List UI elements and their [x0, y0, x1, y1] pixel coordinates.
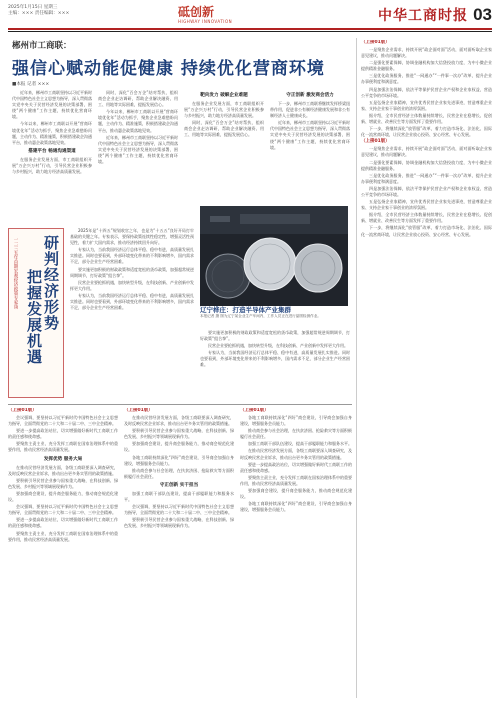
feature-paragraph: 专家认为，当前我国经济运行总体平稳、稳中有进，高质量发展扎实推进。同时也要看到，外部环境变化带来的不利影响增多，国内需求不足，部分企业生产经营困难。 — [70, 247, 194, 265]
bottom-column-3 — [240, 408, 352, 700]
editor-text: 主编：××× 责任编辑：××× — [8, 11, 70, 16]
lead-subhead: 搭建平台 畅通沟通渠道 — [28, 148, 76, 154]
masthead — [0, 0, 500, 36]
bottom-paragraph: 要进一步提高政治站位，切实增强做好新时代工商联工作的责任感和使命感。 — [240, 461, 352, 473]
bottom-paragraph: 要聚焦主责主业，充分发挥工商联在国家治理体系中的重要作用，推动民营经济高质量发展。 — [240, 474, 352, 486]
photo-caption: 辽宁桦庄：打造半导体产业集群 — [200, 306, 291, 314]
lead-subhead: 靶向发力 破解企业难题 — [200, 93, 248, 98]
lead-paragraph: 近年来，郴州市工商联坚持以习近平新时代中国特色社会主义思想为指导，深入贯彻落实党中央关于民营经济发展的决策部署，围绕“两个健康”工作主题，持续优化营商环境。 — [270, 120, 350, 150]
lead-column-3 — [184, 90, 264, 202]
right-paragraph: 二是强化要素保障，协调金融机构加大信贷投放力度，为中小微企业提供精准金融服务。 — [361, 60, 492, 72]
section-label: 砥创新 — [178, 5, 215, 19]
continued-tag: （上接01版） — [124, 408, 153, 413]
continued-tag: （上接01版） — [361, 139, 390, 145]
bottom-subhead: 守正创新 实干担当 — [159, 482, 199, 488]
bottom-subhead: 发挥优势 服务大局 — [43, 456, 83, 462]
feature-body-right — [200, 330, 350, 402]
lead-byline: ■本报 记者 ××× — [12, 82, 50, 87]
feature-paragraph: 要实施更加积极的财政政策和适度宽松的货币政策，加强超常规逆周期调节，打好政策“组合拳”。 — [70, 266, 194, 278]
bottom-column-1 — [8, 408, 118, 700]
date-text: 2025年1月15日 星期三 — [8, 5, 58, 10]
section-divider — [8, 404, 352, 405]
continued-tag: （上接01版） — [240, 408, 269, 413]
bottom-paragraph: 要进一步提高政治站位，切实增强做好新时代工商联工作的责任感和使命感。 — [8, 517, 118, 529]
feature-vertical-title — [8, 228, 64, 398]
bottom-paragraph: 加强工商联干部队伍建设，提高干部履职能力和服务水平。 — [124, 490, 234, 503]
lead-subhead: 守正创新 激发商会活力 — [286, 93, 334, 98]
date-line — [8, 5, 198, 17]
newspaper-name: 中华工商时报 — [378, 8, 468, 24]
right-paragraph: 据介绍，全市民营经济主体数量持续增长，民营企业在稳增长、促创新、增就业、改善民生等方面发挥了重要作用。 — [361, 212, 492, 224]
bottom-paragraph: 会议强调，要坚持以习近平新时代中国特色社会主义思想为指导，全面贯彻党的二十大和二十届二中、三中全会精神。 — [8, 415, 118, 427]
bottom-paragraph: 各地工商联持续深化“四好”商会建设，引导商会加强自身建设，增强服务会员能力。 — [240, 415, 352, 427]
right-paragraph: 三是优化政务服务，推进“一网通办”“一件事一次办”改革，提升企业办事便利度和满意度。 — [361, 172, 492, 184]
lead-column-4 — [270, 90, 350, 202]
bottom-column-2 — [124, 408, 234, 700]
lead-paragraph: 同时，深化“百会万企”结对帮扶，组织商会企业走访调研，帮助企业解决融资、用工、用地等实际困难，提振发展信心。 — [98, 90, 178, 108]
right-paragraph: 据介绍，全市民营经济主体数量持续增长，民营企业在稳增长、促创新、增就业、改善民生等方面发挥了重要作用。 — [361, 112, 492, 125]
feature-series-label: 一二三五年首期宏观经济政策专家谈 — [13, 237, 18, 309]
right-column — [361, 40, 492, 695]
right-paragraph: 四是加强法治保障，依法平等保护民营企业产权和企业家权益，营造公平竞争的市场环境。 — [361, 185, 492, 197]
bottom-paragraph: 要聚焦主责主业，充分发挥工商联在国家治理体系中的重要作用，推动民营经济高质量发展。 — [8, 530, 118, 542]
masthead-black-rule — [8, 31, 492, 32]
feature-intro: 2025年是“十四五”规划收官之年，也是为“十五五”良好开局打牢基础的关键之年。专家表示，要保持政策连续性稳定性，增强灵活性预见性，着力扩大国内需求，推动经济持续回升向好。 — [70, 228, 194, 246]
page-number: 03 — [473, 5, 492, 24]
lead-paragraph: 在服务企业发展方面，市工商联组织开展“万企兴万村”行动，引导民营企业积极参与乡村振兴，助力地方经济高质量发展。 — [184, 101, 264, 119]
continued-tag: （上接01版） — [8, 408, 37, 413]
lead-headline: 强信心赋动能促健康 持续优化营商环境 — [12, 59, 325, 79]
bottom-paragraph: 各地工商联持续深化“四好”商会建设，引导商会加强自身建设，增强服务会员能力。 — [124, 454, 234, 466]
bottom-paragraph: 推动商会参与社会治理，在扶贫济困、抢险救灾等方面积极履行社会责任。 — [240, 428, 352, 440]
bottom-paragraph: 要进一步提高政治站位，切实增强做好新时代工商联工作的责任感和使命感。 — [8, 428, 118, 440]
lead-column-2 — [98, 90, 178, 225]
bottom-paragraph: 要积极引导民营企业参与国家重大战略，在科技创新、绿色发展、乡村振兴等领域展现新作为。 — [124, 517, 234, 529]
right-paragraph: 一是聚焦企业需求，持续开展“政企面对面”活动，面对面听取企业家意见建议，推动问题解决。 — [361, 146, 492, 158]
right-paragraph: 下一步，将继续深化“放管服”改革，着力打造市场化、法治化、国际化一流营商环境，让民营企业放心投资、安心经营、专心发展。 — [361, 225, 492, 237]
lead-kicker: 郴州市工商联： — [12, 41, 72, 51]
photo-credit: 本报记者 摄 图为辽宁某企业生产车间内，工作人员正在进行晶圆检测作业。 — [200, 314, 321, 318]
bottom-paragraph: 要积极引导民营企业参与国家重大战略，在科技创新、绿色发展、乡村振兴等领域展现新作为。 — [8, 477, 118, 489]
lead-paragraph: 今年以来，郴州市工商联以开展“营商环境优化年”活动为抓手，聚焦企业急难愁盼问题，主动作为、精准施策，积极搭建政企沟通平台，推动惠企政策落地见效。 — [12, 121, 92, 145]
lead-paragraph: 近年来，郴州市工商联坚持以习近平新时代中国特色社会主义思想为指导，深入贯彻落实党中央关于民营经济发展的决策部署，围绕“两个健康”工作主题，持续优化营商环境。 — [98, 134, 178, 165]
bottom-paragraph: 要积极引导民营企业参与国家重大战略，在科技创新、绿色发展、乡村振兴等领域展现新作为。 — [124, 428, 234, 440]
feature-paragraph: 要实施更加积极的财政政策和适度宽松的货币政策，加强超常规逆周期调节，打好政策“组合拳”。 — [200, 330, 350, 342]
bottom-paragraph: 要加强商会建设，提升商会服务能力，推动商会规范化建设。 — [240, 488, 352, 500]
lead-paragraph: 今年以来，郴州市工商联以开展“营商环境优化年”活动为抓手，聚焦企业急难愁盼问题，主动作为、精准施策，积极搭建政企沟通平台，推动惠企政策落地见效。 — [98, 109, 178, 133]
bottom-paragraph: 在推动民营经济发展方面，各级工商联要深入调查研究，及时反映民营企业诉求，推动出台更多务实管用的政策措施。 — [240, 448, 352, 460]
bottom-paragraph: 各地工商联持续深化“四好”商会建设，引导商会加强自身建设，增强服务会员能力。 — [240, 501, 352, 513]
right-paragraph: 三是优化政务服务，推进“一网通办”“一件事一次办”改革，提升企业办事便利度和满意度。 — [361, 73, 492, 85]
column-divider — [356, 38, 357, 698]
right-paragraph: 下一步，将继续深化“放管服”改革，着力打造市场化、法治化、国际化一流营商环境，让民营企业放心投资、安心经营、专心发展。 — [361, 126, 492, 138]
lead-paragraph: 在服务企业发展方面，市工商联组织开展“万企兴万村”行动，引导民营企业积极参与乡村振兴，助力地方经济高质量发展。 — [12, 156, 92, 175]
news-photo — [200, 206, 348, 306]
masthead-red-rule — [8, 28, 492, 30]
photo-caption-box — [200, 306, 348, 324]
right-paragraph: 四是加强法治保障，依法平等保护民营企业产权和企业家权益，营造公平竞争的市场环境。 — [361, 86, 492, 98]
feature-paragraph: 民营企业要抢抓机遇，加快转型升级，在科技创新、产业创新中发挥更大作用。 — [70, 279, 194, 291]
bottom-paragraph: 加强工商联干部队伍建设，提高干部履职能力和服务水平。 — [248, 441, 352, 447]
bottom-paragraph: 会议强调，要坚持以习近平新时代中国特色社会主义思想为指导，全面贯彻党的二十大和二十届二中、三中全会精神。 — [8, 504, 118, 516]
bottom-paragraph: 要加强商会建设，提升商会服务能力，推动商会规范化建设。 — [8, 490, 118, 503]
feature-body — [70, 228, 194, 402]
feature-paragraph: 民营企业要抢抓机遇，加快转型升级，在科技创新、产业创新中发挥更大作用。 — [208, 343, 348, 349]
bottom-paragraph: 推动商会参与社会治理，在扶贫济困、抢险救灾等方面积极履行社会责任。 — [124, 467, 234, 479]
bottom-paragraph: 会议强调，要坚持以习近平新时代中国特色社会主义思想为指导，全面贯彻党的二十大和二十届二中、三中全会精神。 — [124, 504, 234, 516]
feature-title-line-1: 研判经济形势 — [42, 235, 60, 331]
feature-title-line-2: 把握发展机遇 — [25, 269, 43, 365]
feature-paragraph: 专家认为，当前我国经济运行总体平稳、稳中有进，高质量发展扎实推进。同时也要看到，外部环境变化带来的不利影响增多，国内需求不足，部分企业生产经营困难。 — [200, 350, 350, 368]
section-subtitle: HIGHWAY INNOVATION — [178, 19, 233, 24]
bottom-paragraph: 在推动民营经济发展方面，各级工商联要深入调查研究，及时反映民营企业诉求，推动出台更多务实管用的政策措施。 — [8, 464, 118, 476]
bottom-paragraph: 在推动民营经济发展方面，各级工商联要深入调查研究，及时反映民营企业诉求，推动出台更多务实管用的政策措施。 — [124, 415, 234, 427]
bottom-paragraph: 要聚焦主责主业，充分发挥工商联在国家治理体系中的重要作用，推动民营经济高质量发展。 — [8, 441, 118, 453]
continued-tag: （上接01版） — [361, 40, 390, 45]
bottom-paragraph: 要加强商会建设，提升商会服务能力，推动商会规范化建设。 — [124, 441, 234, 453]
lead-paragraph: 下一步，郴州市工商联将继续发挥桥梁纽带作用，促进非公有制经济健康发展和非公有制经济人士健康成长。 — [270, 101, 350, 119]
wafer-photo-illustration — [200, 206, 348, 306]
right-paragraph: 五是弘扬企业家精神，宣传优秀民营企业家先进事迹，营造尊重企业家、支持企业家干事创业的浓厚氛围。 — [361, 99, 492, 111]
lead-paragraph: 同时，深化“百会万企”结对帮扶，组织商会企业走访调研，帮助企业解决融资、用工、用地等实际困难，提振发展信心。 — [184, 120, 264, 138]
lead-column-1 — [12, 90, 92, 225]
right-paragraph: 五是弘扬企业家精神，宣传优秀民营企业家先进事迹，营造尊重企业家、支持企业家干事创业的浓厚氛围。 — [361, 199, 492, 211]
right-paragraph: 一是聚焦企业需求，持续开展“政企面对面”活动，面对面听取企业家意见建议，推动问题解决。 — [361, 47, 492, 59]
feature-paragraph: 专家认为，当前我国经济运行总体平稳、稳中有进，高质量发展扎实推进。同时也要看到，外部环境变化带来的不利影响增多，国内需求不足，部分企业生产经营困难。 — [70, 292, 194, 311]
lead-paragraph: 近年来，郴州市工商联坚持以习近平新时代中国特色社会主义思想为指导，深入贯彻落实党中央关于民营经济发展的决策部署，围绕“两个健康”工作主题，持续优化营商环境。 — [12, 90, 92, 120]
right-paragraph: 二是强化要素保障，协调金融机构加大信贷投放力度，为中小微企业提供精准金融服务。 — [361, 159, 492, 171]
